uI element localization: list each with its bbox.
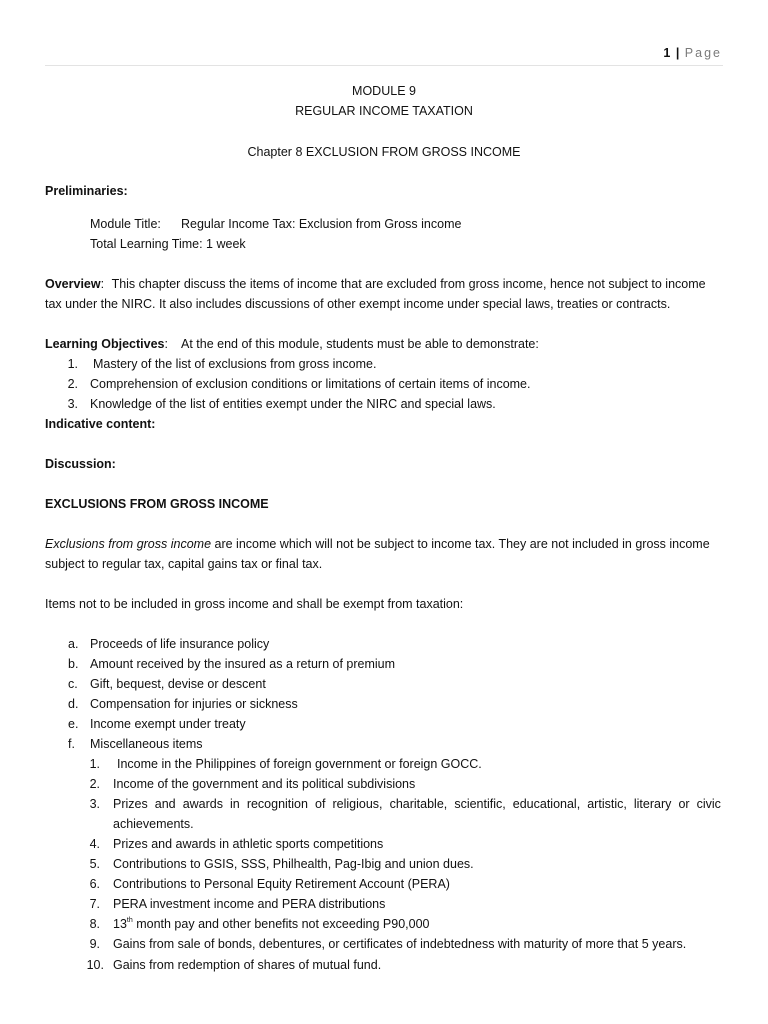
header-divider [45,65,723,66]
justified-word: or [678,797,690,811]
lettered-item-label: d. [68,697,79,711]
justified-word: and [154,797,176,811]
section-heading: EXCLUSIONS FROM GROSS INCOME [45,497,269,511]
lettered-item-text: Amount received by the insured as a return of premium [90,657,396,671]
misc-item-number: 8. [89,917,100,931]
misc-item-number: 10. [86,958,104,972]
misc-item-number: 5. [89,857,100,871]
lettered-item-text: Income exempt under treaty [90,717,246,731]
definition-line-1 [45,534,710,554]
justified-word: of [315,797,326,811]
misc-item-number: 3. [89,797,100,811]
objective-number: 3. [67,397,78,411]
discussion-heading: Discussion: [45,457,116,471]
learning-objectives-intro: At the end of this module, students must be able to demonstrate: [181,337,539,351]
ordinal-number: 13 [113,917,127,931]
justified-word: civic [696,797,721,811]
module-number: MODULE 9 [352,84,416,98]
misc-item-text: Gains from redemption of shares of mutual fund. [113,958,382,972]
items-intro: Items not to be included in gross income and shall be exempt from taxation: [45,597,464,611]
misc-item-number: 6. [89,877,100,891]
lettered-item-text: Gift, bequest, devise or descent [90,677,266,691]
objective-text: Comprehension of exclusion conditions or limitations of certain items of income. [90,377,531,391]
page-separator: | [675,46,680,60]
chapter-title: Chapter 8 EXCLUSION FROM GROSS INCOME [247,145,521,159]
learning-objectives-heading [45,334,168,354]
objective-number: 1. [67,357,78,371]
lettered-item-text: Compensation for injuries or sickness [90,697,298,711]
lettered-item-label: e. [68,717,79,731]
definition-text-1: are income which will not be subject to income tax. They are not included in gross income [211,537,710,551]
misc-item-text: Income in the Philippines of foreign government or foreign GOCC. [117,757,482,771]
misc-item-text: Prizes and awards in athletic sports competitions [113,837,384,851]
misc-item-text: Gains from sale of bonds, debentures, or certificates of indebtedness with maturity of more that 5 years. [113,937,687,951]
justified-word: charitable, [389,797,448,811]
definition-text-2: subject to regular tax, capital gains tax or final tax. [45,557,323,571]
lettered-item-text: Miscellaneous items [90,737,203,751]
overview-text-1: This chapter discuss the items of income that are excluded from gross income, hence not subject to income [111,277,706,291]
preliminaries-heading: Preliminaries: [45,184,128,198]
lettered-item-text: Proceeds of life insurance policy [90,637,270,651]
justified-word: literary [633,797,672,811]
learning-objectives-label: Learning Objectives [45,337,165,351]
learning-objectives-colon: : [164,337,168,351]
misc-item-number: 4. [89,837,100,851]
module-title: REGULAR INCOME TAXATION [295,104,473,118]
misc-item-text: Income of the government and its political subdivisions [113,777,416,791]
justified-word: Prizes [113,797,148,811]
learning-time: Total Learning Time: 1 week [90,237,246,251]
definition-term: Exclusions from gross income [45,537,212,551]
justified-word: religious, [332,797,383,811]
misc-item-text: PERA investment income and PERA distributions [113,897,386,911]
misc-item-continuation: achievements. [113,817,194,831]
module-title-label: Module Title: [90,217,161,231]
justified-word: artistic, [587,797,627,811]
module-title-value: Regular Income Tax: Exclusion from Gross income [181,217,462,231]
justified-word: educational, [512,797,581,811]
misc-item-number: 1. [89,757,100,771]
misc-item-text: Contributions to Personal Equity Retirement Account (PERA) [113,877,450,891]
justified-word: recognition [246,797,308,811]
page-header [663,46,722,60]
misc-item-text-justified [113,794,721,814]
ordinal-rest: month pay and other benefits not exceeding P90,000 [132,917,430,931]
misc-item-text [113,914,430,934]
page-word: Page [684,46,722,60]
misc-item-number: 7. [89,897,100,911]
lettered-item-label: b. [68,657,79,671]
misc-item-number: 9. [89,937,100,951]
overview-text-2: tax under the NIRC. It also includes discussions of other exempt income under special laws, treaties or contracts. [45,297,671,311]
lettered-item-label: a. [68,637,79,651]
misc-item-text: Contributions to GSIS, SSS, Philhealth, Pag-Ibig and union dues. [113,857,474,871]
ordinal-suffix: th [126,917,133,924]
justified-word: in [230,797,240,811]
objective-text: Knowledge of the list of entities exempt under the NIRC and special laws. [90,397,496,411]
lettered-item-label: f. [68,737,75,751]
indicative-content-heading: Indicative content: [45,417,156,431]
overview-colon: : [100,277,105,291]
justified-word: scientific, [454,797,506,811]
page-number: 1 [663,46,671,60]
misc-item-number: 2. [89,777,100,791]
lettered-item-label: c. [68,677,78,691]
justified-word: awards [182,797,223,811]
objective-text: Mastery of the list of exclusions from gross income. [93,357,377,371]
overview-label: Overview [45,277,101,291]
overview-line-1 [45,274,706,294]
objective-number: 2. [67,377,78,391]
